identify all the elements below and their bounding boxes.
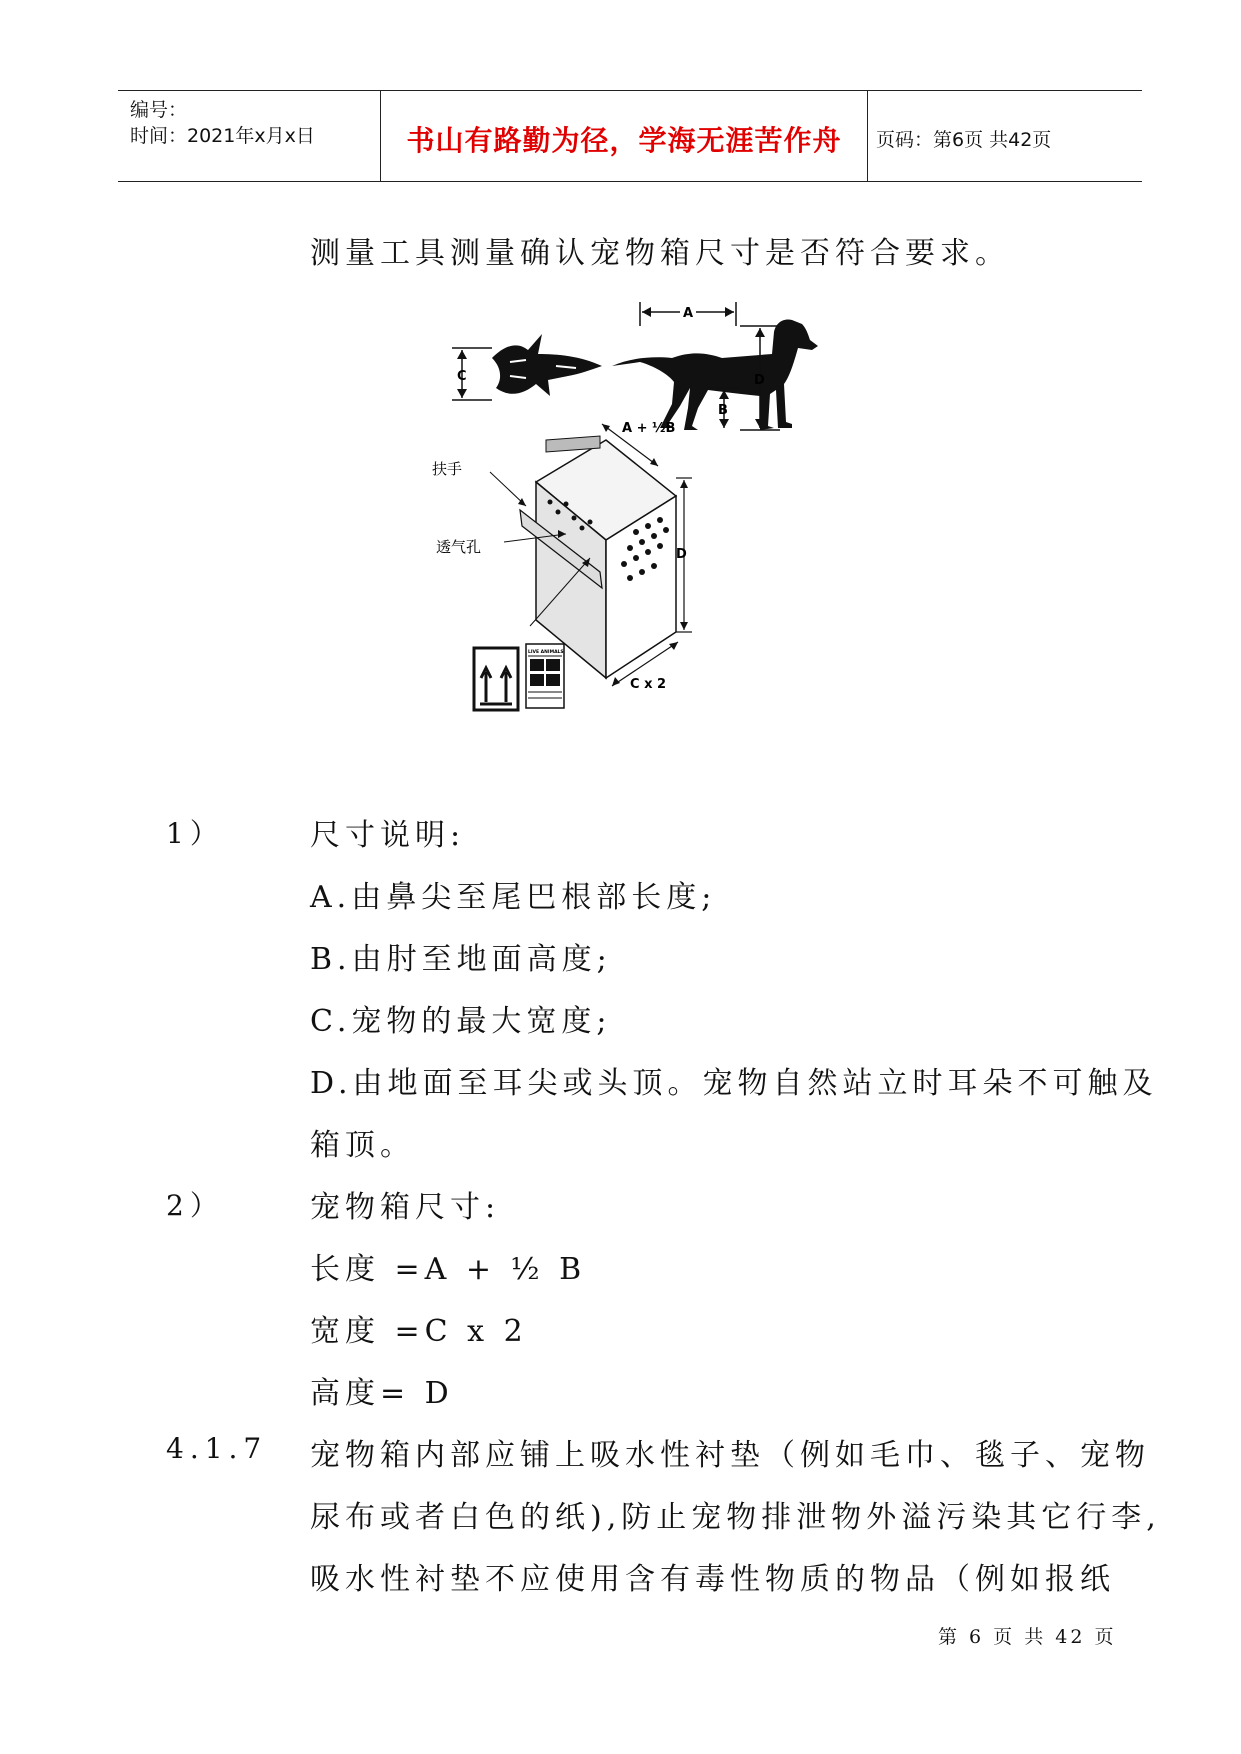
document-time-label: 时间：2021年x月x日 [130, 125, 315, 147]
page-footer-number: 第 6 页 共 42 页 [938, 1626, 1117, 1648]
label-a-plus-half-b: A + ½B [622, 421, 676, 436]
clause-text-line1: 宠物箱内部应铺上吸水性衬垫（例如毛巾、毯子、宠物 [310, 1438, 1150, 1473]
dimension-note-a: A.由鼻尖至尾巴根部长度; [310, 880, 717, 915]
crate-length-formula: 长度 =A + ½ B [310, 1252, 587, 1287]
live-animals-label-icon [526, 644, 564, 708]
dimension-c [452, 348, 492, 400]
header-page-cell [866, 91, 1142, 181]
dimension-note-d-line2: 箱顶。 [310, 1128, 415, 1163]
crate-width-formula: 宽度 =C x 2 [310, 1314, 528, 1349]
label-vent: 透气孔 [436, 538, 482, 556]
crate-size-title: 宠物箱尺寸: [310, 1190, 501, 1225]
dimension-note-b: B.由肘至地面高度; [310, 942, 612, 977]
label-a: A [683, 306, 694, 321]
dimension-crate-d [676, 478, 692, 632]
pet-crate-measurement-figure [432, 296, 880, 756]
this-way-up-icon [474, 648, 518, 710]
label-b: B [718, 403, 728, 418]
label-handle: 扶手 [432, 460, 463, 478]
label-crate-d: D [676, 547, 687, 562]
dimension-note-c: C.宠物的最大宽度; [310, 1004, 612, 1039]
header-meta-cell [118, 91, 380, 181]
header-page-number: 页码：第6页 共42页 [876, 129, 1052, 151]
clause-text-line2: 尿布或者白色的纸),防止宠物排泄物外溢污染其它行李, [310, 1500, 1161, 1535]
clause-number-4-1-7: 4.1.7 [166, 1432, 268, 1465]
intro-text: 测量工具测量确认宠物箱尺寸是否符合要求。 [310, 236, 1010, 271]
page-header [118, 90, 1142, 182]
crate-height-formula: 高度= D [310, 1376, 454, 1411]
dimension-notes-title: 尺寸说明: [310, 818, 466, 853]
label-d: D [754, 373, 765, 388]
header-motto: 书山有路勤为径，学海无涯苦作舟 [406, 124, 842, 157]
pet-crate-illustration [490, 436, 676, 678]
header-motto-cell [380, 91, 868, 181]
clause-text-line3: 吸水性衬垫不应使用含有毒性物质的物品（例如报纸 [310, 1562, 1115, 1597]
dimension-a [640, 302, 736, 326]
list-number-1: 1） [166, 817, 224, 850]
pet-top-view-illustration [492, 334, 602, 396]
dog-side-view-illustration [612, 320, 818, 431]
dimension-b [710, 388, 740, 428]
label-c: C [457, 369, 467, 384]
dimension-note-d-line1: D.由地面至耳尖或头顶。宠物自然站立时耳朵不可触及 [310, 1066, 1158, 1101]
label-c-times-2: C x 2 [630, 677, 667, 692]
document-number-label: 编号： [130, 99, 188, 121]
live-animals-text: LIVE ANIMALS [528, 650, 564, 655]
list-number-2: 2） [166, 1189, 224, 1222]
